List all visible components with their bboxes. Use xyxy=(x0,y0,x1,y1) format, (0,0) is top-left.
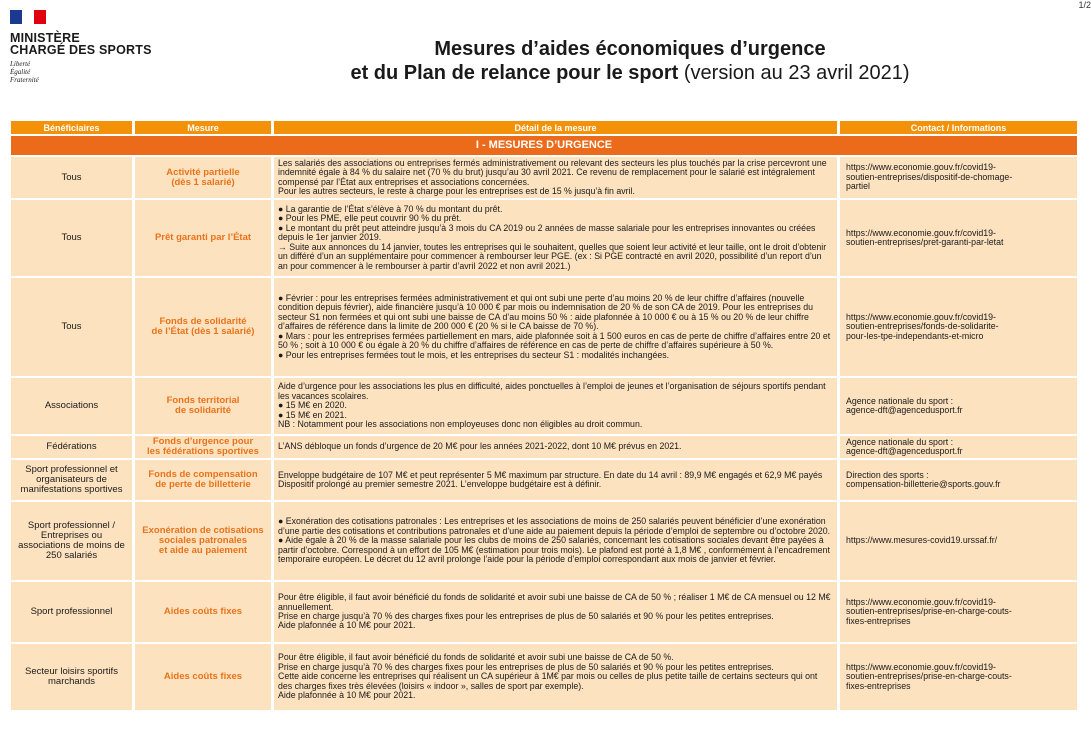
detail-cell xyxy=(274,644,840,710)
table-row xyxy=(11,460,1077,500)
title-line-2: et du Plan de relance pour le sport xyxy=(350,62,679,84)
measure-line: et aide au paiement xyxy=(158,545,248,556)
contact-cell xyxy=(840,157,1077,198)
contact-line: agence-dft@agencedusport.fr xyxy=(846,446,963,456)
beneficiary-cell: Tous xyxy=(11,278,135,376)
contact-line: soutien-entreprises/fonds-de-solidarite- xyxy=(846,321,999,332)
contact-cell xyxy=(840,582,1077,642)
contact-line: soutien-entreprises/dispositif-de-chomage- xyxy=(846,171,1013,182)
table-row xyxy=(11,157,1077,198)
contact-cell xyxy=(840,200,1077,276)
contact-line: compensation-billetterie@sports.gouv.fr xyxy=(846,479,1001,489)
measure-cell xyxy=(135,502,274,580)
contact-line: pour-les-tpe-independants-et-micro xyxy=(846,330,984,341)
measure-line: Aides coûts fixes xyxy=(163,671,243,682)
ministry-line-2: CHARGÉ DES SPORTS xyxy=(10,43,152,57)
measure-line: de perte de billetterie xyxy=(155,479,251,490)
motto-liberte: Liberté xyxy=(10,60,31,68)
contact-line: https://www.economie.gouv.fr/covid19- xyxy=(846,162,996,173)
measure-line: sociales patronales xyxy=(158,535,248,546)
measure-cell xyxy=(135,378,274,434)
measure-cell xyxy=(135,278,274,376)
beneficiary-cell: Tous xyxy=(11,157,135,198)
detail-cell xyxy=(274,157,840,198)
beneficiary-cell: Associations xyxy=(11,378,135,434)
table-header-row xyxy=(11,121,1077,134)
detail-line: ● Février : pour les entreprises fermées administrativement et qui ont subi une perte d’au moins 20 % de leur chiffre d’affaires (nouvelle condition depuis février), aide financière jusqu’à 10 000 € par mois ou indemnisation de 20 % de son CA de 2019. Pour les entreprises du secteur S1 non fermées et qui ont subi une baisse de CA d’au moins 50 % : aide plafonnée à 10 000 € ou à 15 % ou 20 % de leur chiffre d’affaires de référence dans la limite de 200 000 € (20 % si le CA baisse de 70 %). xyxy=(278,293,813,332)
beneficiary-cell: Fédérations xyxy=(11,436,135,458)
detail-line: Cette aide concerne les entreprises qui réalisent un CA supérieur à 1M€ par mois ou celles de plus petite taille de certains secteurs qui ont des charges fixes très élevées (loisirs « indoor », salles de sport par exemple). xyxy=(278,671,818,691)
section-row xyxy=(11,136,1077,155)
measure-line: de solidarité xyxy=(175,405,231,416)
detail-line: Pour être éligible, il faut avoir bénéficié du fonds de solidarité et avoir subi une baisse de CA de 50 % ; réaliser 1 M€ de CA mensuel ou 12 M€ annuellement. xyxy=(278,592,831,612)
detail-line: ● Exonération des cotisations patronales : Les entreprises et les associations de moins de 250 salariés peuvent bénéficier d’une exonération d’une partie des cotisations et contributions patronales et d’une aide au paiement depuis la période d’emploi de septembre ou d’octobre 2020. xyxy=(278,516,831,536)
detail-line: Les salariés des associations ou entreprises fermés administrativement ou relevant des secteurs les plus touchés par la crise percevront une indemnité égale à 84 % du salaire net (70 % du brut) jusqu’au 30 avril 2021. Ce revenu de remplacement pour le salarié est intégralement compensé par l’État aux entreprises et associations concernées. xyxy=(278,157,827,187)
detail-line: ● Mars : pour les entreprises fermées partiellement en mars, aide plafonnée soit à 1 500 euros en cas de perte de chiffre d’affaires entre 20 et 50 % ; soit à 10 000 € ou égale à 20 % du chiffre d’affaires de référence en cas de perte de chiffre d’affaires supérieure à 50 %. xyxy=(278,330,831,351)
measure-cell xyxy=(135,644,274,710)
contact-line: fixes-entreprises xyxy=(846,615,911,626)
detail-cell xyxy=(274,436,840,458)
title-line-1: Mesures d’aides économiques d’urgence xyxy=(434,38,826,60)
contact-line: https://www.economie.gouv.fr/covid19- xyxy=(846,311,996,322)
measure-line: Exonération de cotisations xyxy=(142,525,264,536)
measures-table xyxy=(11,119,1077,712)
beneficiary-cell: Tous xyxy=(11,200,135,276)
measure-line: Fonds de solidarité xyxy=(159,316,247,327)
header-contact: Contact / Informations xyxy=(840,121,1077,134)
table-row xyxy=(11,436,1077,458)
detail-line: ● La garantie de l’État s’élève à 70 % du montant du prêt. xyxy=(278,204,503,215)
ministry-line-1: MINISTÈRE xyxy=(10,31,80,45)
detail-line: Prise en charge jusqu’à 70 % des charges fixes pour les entreprises de plus de 50 salariés et 90 % pour les petites entreprises. xyxy=(278,661,774,672)
detail-line: Aide d’urgence pour les associations les plus en difficulté, aides ponctuelles à l’emploi de jeunes et l’organisation de séjours sportifs pendant les vacances scolaires. xyxy=(278,381,826,401)
contact-line: Direction des sports : xyxy=(846,469,929,480)
title-version: (version au 23 avril 2021) xyxy=(678,62,910,84)
ministry-logo xyxy=(10,10,180,84)
detail-line: NB : Notamment pour les associations non employeuses donc non éligibles au droit commun. xyxy=(278,419,643,430)
beneficiary-cell: Sport professionnel et organisateurs de manifestations sportives xyxy=(11,460,135,500)
header-beneficiaires: Bénéficiaires xyxy=(11,121,135,134)
page-number: 1/2 xyxy=(1078,0,1091,10)
contact-line: agence-dft@agencedusport.fr xyxy=(846,405,963,415)
detail-line: Dispositif prolongé au premier semestre 2021. L’enveloppe budgétaire est à définir. xyxy=(278,479,602,489)
detail-line: Aide plafonnée à 10 M€ pour 2021. xyxy=(278,620,416,631)
measure-line: Fonds de compensation xyxy=(148,469,258,480)
detail-cell xyxy=(274,502,840,580)
contact-cell xyxy=(840,436,1077,458)
contact-line: soutien-entreprises/pret-garanti-par-letat xyxy=(846,237,1004,247)
detail-line: ● 15 M€ en 2021. xyxy=(278,409,347,420)
detail-cell xyxy=(274,278,840,376)
measure-line: les fédérations sportives xyxy=(147,446,259,457)
republic-motto xyxy=(10,60,180,84)
contact-cell xyxy=(840,502,1077,580)
detail-line: Pour être éligible, il faut avoir bénéficié du fonds de solidarité et avoir subi une baisse de CA de 50 %. xyxy=(278,652,674,663)
detail-cell xyxy=(274,582,840,642)
measure-line: Fonds territorial xyxy=(166,395,240,406)
contact-line: https://www.economie.gouv.fr/covid19- xyxy=(846,596,996,607)
detail-cell xyxy=(274,200,840,276)
measure-cell xyxy=(135,460,274,500)
contact-cell xyxy=(840,278,1077,376)
detail-line: L’ANS débloque un fonds d’urgence de 20 M€ pour les années 2021-2022, dont 10 M€ prévus en 2021. xyxy=(278,441,682,452)
measure-line: Aides coûts fixes xyxy=(163,606,243,617)
detail-line: Enveloppe budgétaire de 107 M€ et peut représenter 5 M€ maximum par structure. En date du 14 avril : 89,9 M€ engagés et 62,9 M€ payés xyxy=(278,469,823,480)
measure-cell xyxy=(135,582,274,642)
detail-line: Aide plafonnée à 10 M€ pour 2021. xyxy=(278,690,416,701)
measure-line: de l’État (dès 1 salarié) xyxy=(151,326,255,337)
table-row xyxy=(11,200,1077,276)
detail-cell xyxy=(274,378,840,434)
table-row xyxy=(11,644,1077,710)
detail-line: ● Pour les PME, elle peut couvrir 90 % du prêt. xyxy=(278,213,462,224)
contact-line: Agence nationale du sport : xyxy=(846,436,954,447)
measure-cell xyxy=(135,436,274,458)
section-title: I - MESURES D’URGENCE xyxy=(11,136,1077,155)
detail-line: → Suite aux annonces du 14 janvier, toutes les entreprises qui le souhaitent, quelles que soient leur activité et leur taille, ont le droit d’obtenir un différé d’un an supplémentaire pour commencer à rembourser leur PGE. (ex : Si PGE contracté en avril 2020, possibilité d’un report d’un an pour commencer à le rembourser à partir d’avril 2022 et non avril 2021.) xyxy=(278,241,827,271)
contact-line: https://www.economie.gouv.fr/covid19- xyxy=(846,661,996,672)
contact-line: soutien-entreprises/prise-en-charge-couts- xyxy=(846,671,1012,682)
detail-line: ● Aide égale à 20 % de la masse salariale pour les clubs de moins de 250 salariés, concernant les cotisations sociales devant être payées à partir d’octobre. Correspond à un effort de 105 M€ (estimation pour trois mois). Le plafond est porté à 1,8 M€ , conformément à l’encadrement temporaire européen. Le décret du 12 avril prolonge l’aide pour la période d’emploi correspondant aux mois de janvier et février. xyxy=(278,535,830,565)
measure-line: Prêt garanti par l’État xyxy=(154,232,252,243)
contact-cell xyxy=(840,378,1077,434)
table-row xyxy=(11,582,1077,642)
measure-cell xyxy=(135,200,274,276)
contact-line: partiel xyxy=(846,181,870,192)
detail-line: ● Pour les entreprises fermées tout le mois, et les entreprises du secteur S1 : modalités inchangées. xyxy=(278,349,670,360)
contact-line: https://www.mesures-covid19.urssaf.fr/ xyxy=(846,535,998,546)
contact-line: fixes-entreprises xyxy=(846,680,911,691)
table-row xyxy=(11,502,1077,580)
motto-egalite: Égalité xyxy=(10,68,31,76)
detail-line: Pour les autres secteurs, le reste à charge pour les entreprises est de 15 % jusqu’à fin avril. xyxy=(278,185,635,196)
beneficiary-cell: Secteur loisirs sportifs marchands xyxy=(11,644,135,710)
detail-line: Prise en charge jusqu’à 70 % des charges fixes pour les entreprises de plus de 50 salariés et 90 % pour les petites entreprises. xyxy=(278,611,774,621)
measure-line: (dès 1 salarié) xyxy=(171,176,235,188)
measure-line: Activité partielle xyxy=(166,166,240,178)
detail-line: ● Le montant du prêt peut atteindre jusqu’à 3 mois du CA 2019 ou 2 années de masse salariale pour les entreprises innovantes ou créées depuis le 1er janvier 2019. xyxy=(278,222,816,243)
measure-cell xyxy=(135,157,274,198)
detail-line: ● 15 M€ en 2020. xyxy=(278,400,347,411)
contact-line: Agence nationale du sport : xyxy=(846,395,954,406)
contact-line: soutien-entreprises/prise-en-charge-couts- xyxy=(846,606,1012,617)
contact-cell xyxy=(840,644,1077,710)
table-row xyxy=(11,278,1077,376)
measure-line: Fonds d’urgence pour xyxy=(152,436,254,447)
header-detail: Détail de la mesure xyxy=(274,121,840,134)
table-row xyxy=(11,378,1077,434)
french-flag-icon xyxy=(10,10,46,24)
header-mesure: Mesure xyxy=(135,121,274,134)
table-body xyxy=(11,136,1077,710)
contact-line: https://www.economie.gouv.fr/covid19- xyxy=(846,227,996,238)
motto-fraternite: Fraternité xyxy=(10,76,39,84)
contact-cell xyxy=(840,460,1077,500)
page-title xyxy=(200,37,1060,85)
beneficiary-cell: Sport professionnel xyxy=(11,582,135,642)
beneficiary-cell: Sport professionnel / Entreprises ou associations de moins de 250 salariés xyxy=(11,502,135,580)
detail-cell xyxy=(274,460,840,500)
ministry-name xyxy=(10,32,180,56)
